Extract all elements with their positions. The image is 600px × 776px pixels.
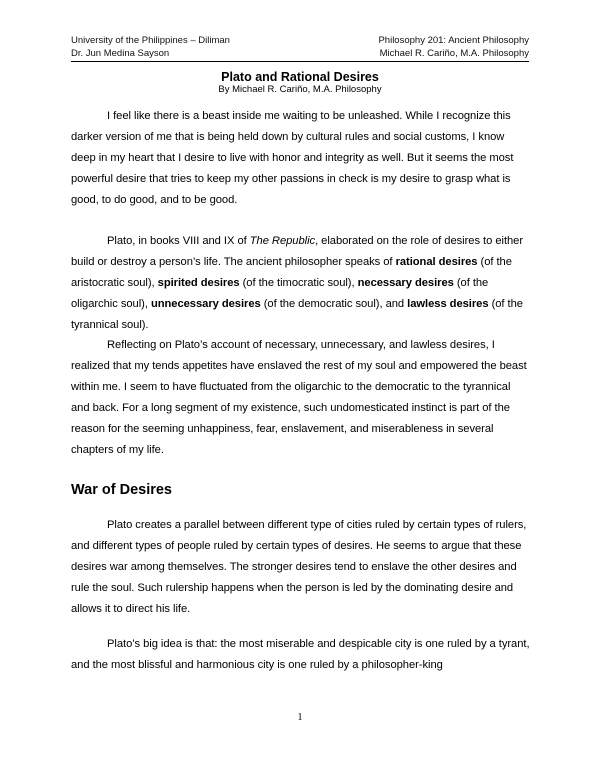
paragraph-parallel: Plato creates a parallel between different type of cities ruled by certain types of rulers, and different types of people ruled by certain types of desires. He seems to argue that these desires war among themselves. The stronger desires tend to enslave the other desires and rule the soul. Such rulership happens when the person is led by the dominating desire and allows it to direct his life. (71, 519, 527, 615)
header-left (71, 34, 230, 60)
header-author: Michael R. Cariño, M.A. Philosophy (379, 48, 529, 59)
text-span: (of the oligarchic soul), (71, 277, 489, 310)
term-necessary-desires: necessary desires (357, 277, 454, 289)
paragraph-intro: I feel like there is a beast inside me waiting to be unleashed. While I recognize this darker version of me that is being held down by cultural rules and social customs, I know deep in my heart that I desire to live with honor and integrity as well. But it seems the most powerful desire that tries to keep my other passions in check is my desire to grasp what is good, to do good, and to be good. (71, 110, 514, 206)
header-right (378, 34, 529, 60)
header-professor: Dr. Jun Medina Sayson (71, 48, 170, 59)
term-rational-desires: rational desires (395, 256, 478, 268)
paragraph-big-idea: Plato’s big idea is that: the most miserable and despicable city is one ruled by a tyrant, and the most blissful and harmonious city is one ruled by a philosopher-king (71, 638, 530, 671)
book-title: The Republic (249, 235, 316, 247)
document-title: Plato and Rational Desires (221, 70, 379, 84)
text-span: (of the aristocratic soul), (71, 256, 512, 289)
term-spirited-desires: spirited desires (157, 277, 240, 289)
document-byline: By Michael R. Cariño, M.A. Philosophy (218, 84, 382, 95)
text-span: (of the democratic soul), and (260, 298, 408, 310)
text-span: , elaborated on the role of desires to either build or destroy a person’s life. The ancient philosopher speaks of (71, 235, 524, 268)
paragraph-republic (71, 231, 530, 336)
header-university: University of the Philippines – Diliman (71, 35, 230, 46)
text-span: (of the tyrannical soul). (71, 298, 523, 331)
page-number: 1 (297, 712, 303, 723)
term-unnecessary-desires: unnecessary desires (150, 298, 261, 310)
header-course: Philosophy 201: Ancient Philosophy (378, 35, 529, 46)
paragraph-reflection: Reflecting on Plato’s account of necessary, unnecessary, and lawless desires, I realized that my tends appetites have enslaved the rest of my soul and empowered the beast within me. I seem to have fluctuated from the oligarchic to the democratic to the tyrannical and back. For a long segment of my existence, such undomesticated instinct is part of the reason for the seeming unhappiness, fear, enslavement, and miserableness in several chapters of my life. (71, 339, 527, 456)
section-heading: War of Desires (71, 482, 172, 498)
text-span: Plato, in books VIII and IX of (107, 235, 250, 247)
term-lawless-desires: lawless desires (407, 298, 489, 310)
text-span: (of the timocratic soul), (239, 277, 358, 289)
header-rule (71, 61, 529, 62)
